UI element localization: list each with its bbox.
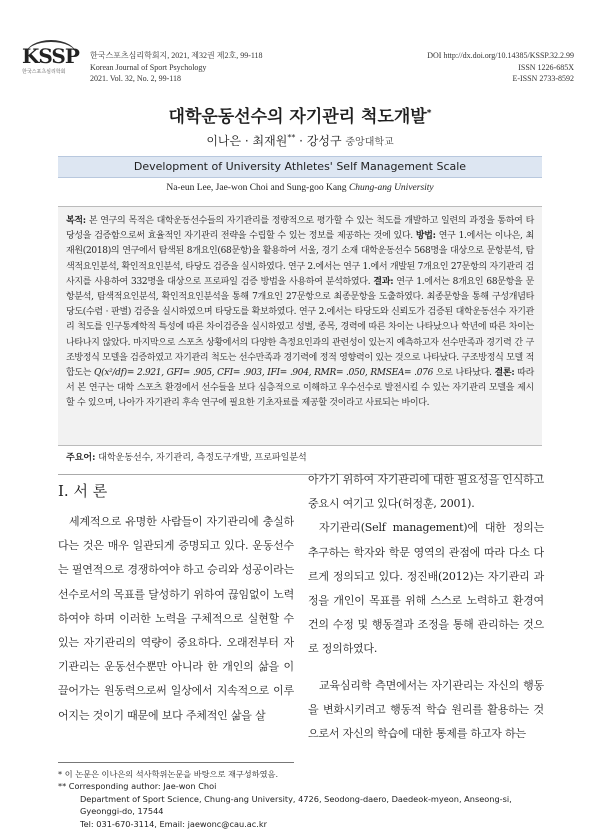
journal-logo	[22, 44, 80, 82]
abstract-result: 연구 1.에서는 8개요인 68문항을 문항분석, 탐색적요인분석, 확인적요인분석을 통해 7개요인 27문항으로 최종문항을 도출하였다. 최종문항을 통해 구성개념타당도(수렴 · 판별) 검증을 실시하였으며 타당도를 확보하였다. 연구 2.에서는 타당도와 신뢰도가 검증된 대학운동선수 자기관리 척도를 인구통계학적 특성에 따른 차이검증을 실시하였고 성별, 종목, 경력에 따른 차이는 나타났으나 학년에 따른 차이는 나타나지 않았다. 마지막으로 스포츠 상황에서의 다양한 측정요인과의 관련성이 있는지 예측하고자 선수만족과 경기력 간 구조방정식 모델을 검증하였고 자기관리 척도는 선수만족과 경기력에 정적 영향력이 있는 것으로 나타났다. 구조방정식 모델 적합도는	[66, 276, 534, 379]
body-paragraph: 자기관리(Self management)에 대한 정의는 추구하는 학자와 학문 영역의 관점에 따라 다소 다르게 정의되고 있다. 정진배(2012)는 자기관리 과정을 개인이 목표를 위해 스스로 노력하고 환경여건의 수정 및 행동결과 조정을 통해 관리하는 것으로 정의하였다.	[308, 521, 544, 656]
footnote-1: * 이 논문은 이나은의 석사학위논문을 바탕으로 재구성하였음.	[58, 769, 279, 779]
authors-kr-tail: · 강성구	[295, 134, 342, 148]
authors-en-names: Na-eun Lee, Jae-won Choi and Sung-goo Kang	[166, 183, 347, 193]
footnote-3: Department of Sport Science, Chung-ang University, 4726, Seodong-daero, Daedeok-myeon, Anseong-si, Gyeonggi-do, 17544	[80, 793, 512, 817]
abstract-method-label: 방법:	[415, 231, 436, 242]
footnotes	[58, 768, 548, 830]
body-paragraph: 아가기 위하여 자기관리에 대한 필요성을 인식하고 중요시 여기고 있다(허정훈, 2001).	[308, 473, 544, 511]
footnote-2: ** Corresponding author: Jae-won Choi	[58, 781, 217, 792]
logo-subtext: 한국스포츠심리학회	[22, 69, 66, 75]
keywords	[66, 452, 534, 465]
doi-info	[427, 50, 574, 85]
journal-info	[90, 50, 263, 85]
footnote-4: Tel: 031-670-3114, Email: jaewonc@cau.ac.kr	[80, 818, 268, 829]
title-footnote-marker: *	[426, 108, 432, 119]
abstract-purpose-label: 복적:	[66, 216, 86, 226]
corresponding-marker: **	[287, 133, 296, 142]
abstract-method: 연구 1.에서는 이나은, 최재원(2018)의 연구에서 탐색된 8개요인(68문항)을 활용하여 서울, 경기 소재 대학운동선수 568명을 대상으로 문항분석, 탐색적요인분석, 확인적요인분석, 타당도 검증을 실시하였다. 연구 2.에서는 연구 1.에서 개발된 7개요인 27문항의 자기관리 검사지를 사용하여 332명을 대상으로 프로파일 검증 방법을 사용하여 분석하였다.	[66, 231, 535, 287]
footnote-divider	[58, 762, 294, 763]
logo-text: KSSP	[22, 44, 79, 68]
abstract-purpose: 본 연구의 목적은 대학운동선수들의 자기관리를 정량적으로 평가할 수 있는 척도를 개발하고 일련의 과정을 통하여 타당성을 검증함으로써 효율적인 자기관리 전략을 수립할 수 있는 정보를 제공하는 것에 있다.	[66, 216, 534, 242]
abstract-fit-indices: Q(x²/df)= 2.921, GFI= .905, CFI= .903, IFI= .904, RMR= .050, RMSEA= .076	[94, 368, 433, 379]
doi-link[interactable]: DOI http://dx.doi.org/10.14385/KSSP.32.2.99	[427, 51, 574, 60]
abstract	[66, 214, 534, 412]
journal-kr: 한국스포츠심리학회지, 2021, 제32권 제2호, 99-118	[90, 51, 263, 60]
body-right-column	[308, 468, 544, 746]
abstract-result-label: 결과:	[373, 276, 394, 287]
authors-kr-names: 이나은 · 최재원	[206, 134, 288, 148]
eissn: E-ISSN 2733-8592	[512, 74, 574, 83]
body-paragraph: 교육심리학 측면에서는 자기관리는 자신의 행동을 변화시키려고 행동적 학습 원리를 활용하는 것으로서 자신의 학습에 대한 통제를 하고자 하는	[308, 678, 544, 741]
authors-english	[0, 183, 600, 193]
abstract-conclusion-label: 결론:	[494, 368, 515, 379]
affiliation-korean: 중앙대학교	[345, 137, 394, 148]
keywords-text: 대학운동선수, 자기관리, 측정도구개발, 프로파일분석	[95, 453, 307, 463]
affiliation-english: Chung-ang University	[348, 183, 434, 193]
authors-korean	[0, 132, 600, 149]
body-paragraph: 세계적으로 유명한 사람들이 자기관리에 충실하다는 것은 매우 일관되게 증명되고 있다. 운동선수는 필연적으로 경쟁하여야 하고 승리와 성공이라는 선수로서의 목표를 달성하기 위하여 끊임없이 노력하여야 하며 이러한 노력을 구체적으로 실현할 수 있는 자기관리의 역량이 중요하다. 오래전부터 자기관리는 운동선수뿐만 아니라 한 개인의 삶을 이끌어가는 원동력으로써 일상에서 지속적으로 이루어지는 것이기 때문에 보다 주체적인 삶을 살	[58, 515, 294, 722]
journal-en: Korean Journal of Sport Psychology	[90, 62, 207, 72]
body-left-column	[58, 510, 294, 728]
keywords-label: 주요어:	[66, 453, 96, 463]
english-title: Development of University Athletes' Self Management Scale	[133, 160, 467, 173]
issn: ISSN 1226-685X	[518, 62, 574, 72]
paper-title-text: 대학운동선수의 자기관리 척도개발	[168, 107, 427, 127]
journal-volume: 2021. Vol. 32, No. 2, 99-118	[90, 74, 181, 83]
section-heading: I. 서 론	[58, 482, 108, 500]
abstract-conclusion: 따라서 본 연구는 대학 스포츠 환경에서 선수들을 보다 심층적으로 이해하고 우수선수로 발전시킬 수 있는 자기관리 모델을 제시할 수 있으며, 나아가 자기관리 후속 연구에 필요한 기초자료를 제공할 것이라고 사료되는 바이다.	[66, 368, 534, 409]
paper-title	[0, 102, 600, 127]
abstract-fit-tail: 으로 나타났다.	[433, 368, 495, 379]
